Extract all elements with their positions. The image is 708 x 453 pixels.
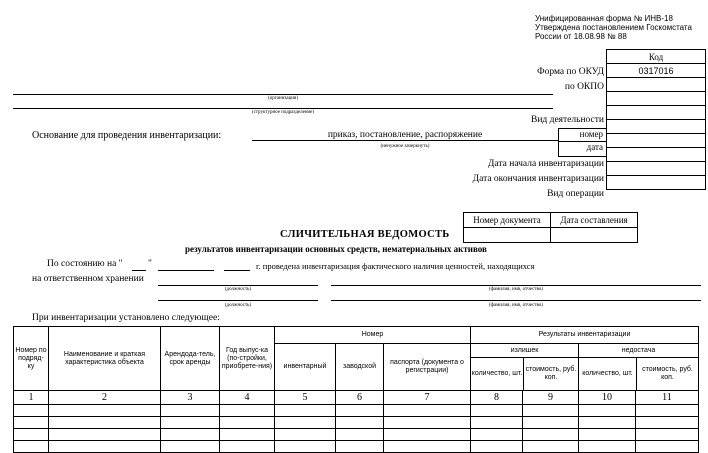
col-inventory-header: инвентарный [275,344,336,391]
codes-table [606,49,706,190]
established-label: При инвентаризации установлено следующее: [32,313,220,323]
column-numbers-row [14,391,699,405]
number-label: номер [579,129,603,139]
activity-value[interactable] [607,106,706,120]
position-caption-2: (должность) [224,303,252,308]
organization-line[interactable] [13,94,553,95]
col-number: 8 [471,391,523,405]
shortage-qty-header: количество, шт. [579,358,637,390]
surplus-group [471,344,579,391]
surplus-qty-header: количество, шт. [471,358,524,390]
operation-label: Вид операции [547,189,604,199]
page-title: СЛИЧИТЕЛЬНАЯ ВЕДОМОСТЬ [280,229,450,240]
position-field-1[interactable] [158,285,318,286]
surplus-header: излишек [471,344,578,358]
doc-date-header: Дата составления [551,213,638,228]
basis-date-value[interactable] [607,134,706,148]
col-number: 7 [384,391,471,405]
doc-type-caption: (ненужное зачеркнуть) [380,144,430,149]
form-header [535,14,705,41]
start-date-label: Дата начала инвентаризации [487,159,604,169]
position-field-2[interactable] [158,300,318,301]
date-label-box [558,142,606,157]
name-caption-2: (фамилия, имя, отчество) [489,303,543,308]
table-row[interactable] [14,417,699,429]
col-number: 11 [636,391,699,405]
number-label-box [558,128,606,142]
table-row[interactable] [14,441,699,453]
division-caption: (структурное подразделение) [251,110,315,115]
basis-number-value[interactable] [607,120,706,134]
okud-value[interactable]: 0317016 [607,64,706,78]
col-lease-header: Арендода-тель, срок аренды [161,327,220,391]
day-field[interactable] [132,270,146,271]
year-field[interactable] [224,270,250,271]
col-passport-header: паспорта (документа о регистрации) [384,344,471,391]
shortage-cost-header: стоимость, руб. коп. [642,366,693,381]
table-row[interactable] [14,405,699,417]
activity-label: Вид деятельности [530,115,604,125]
basis-label: Основание для проведения инвентаризации: [32,130,222,141]
approval-line: Утверждена постановлением Госкомстата [535,23,692,32]
quote-close: " [148,259,152,269]
custody-label: на ответственном хранении [32,274,144,284]
blank-code-1[interactable] [607,92,706,106]
page-subtitle: результатов инвентаризации основных средств, нематериальных активов [185,244,487,254]
col-number: 9 [523,391,579,405]
approval-date-line: России от 18.08.98 № 88 [535,32,627,41]
position-caption-1: (должность) [224,287,252,292]
operation-value[interactable] [607,176,706,190]
col-number: 4 [220,391,275,405]
col-number: 6 [336,391,384,405]
form-number-line: Унифицированная форма № ИНВ-18 [535,14,673,23]
end-date-label: Дата окончания инвентаризации [472,174,604,184]
col-num-header: Номер по подряд-ку [14,327,49,391]
table-row[interactable] [14,429,699,441]
division-line[interactable] [13,108,553,109]
doc-date-value[interactable] [551,228,638,243]
shortage-header: недостача [579,344,698,358]
name-caption-1: (фамилия, имя, отчество) [489,287,543,292]
okpo-label: по ОКПО [564,82,604,92]
col-factory-header: заводской [336,344,384,391]
okpo-value[interactable] [607,78,706,92]
col-name-header: Наименование и краткая характеристика объекта [49,327,161,391]
inventory-statement: г. проведена инвентаризация фактического наличия ценностей, находящихся [256,261,535,271]
col-number: 1 [14,391,49,405]
doc-number-header: Номер документа [464,213,551,228]
basis-value[interactable]: приказ, постановление, распоряжение [252,130,558,141]
doc-number-value[interactable] [464,228,551,243]
col-number: 2 [49,391,161,405]
inventory-table [13,326,699,453]
month-field[interactable] [158,270,214,271]
date-label: дата [586,142,603,152]
start-date-value[interactable] [607,148,706,162]
group-number-header: Номер [275,327,471,344]
end-date-value[interactable] [607,162,706,176]
col-number: 3 [161,391,220,405]
col-number: 5 [275,391,336,405]
name-field-2[interactable] [331,300,701,301]
document-box [463,212,638,243]
codes-title: Код [607,50,706,64]
organization-caption: (организация) [268,96,298,101]
name-field-1[interactable] [331,285,701,286]
shortage-group [579,344,699,391]
col-number: 10 [579,391,636,405]
surplus-cost-header: стоимость, руб. коп. [525,366,577,381]
col-year-header: Год выпус-ка (по-стройки, приобрете-ния) [220,327,275,391]
group-results-header: Результаты инвентаризации [471,327,699,344]
okud-label: Форма по ОКУД [537,67,604,77]
as-of-label: По состоянию на " [47,259,123,269]
